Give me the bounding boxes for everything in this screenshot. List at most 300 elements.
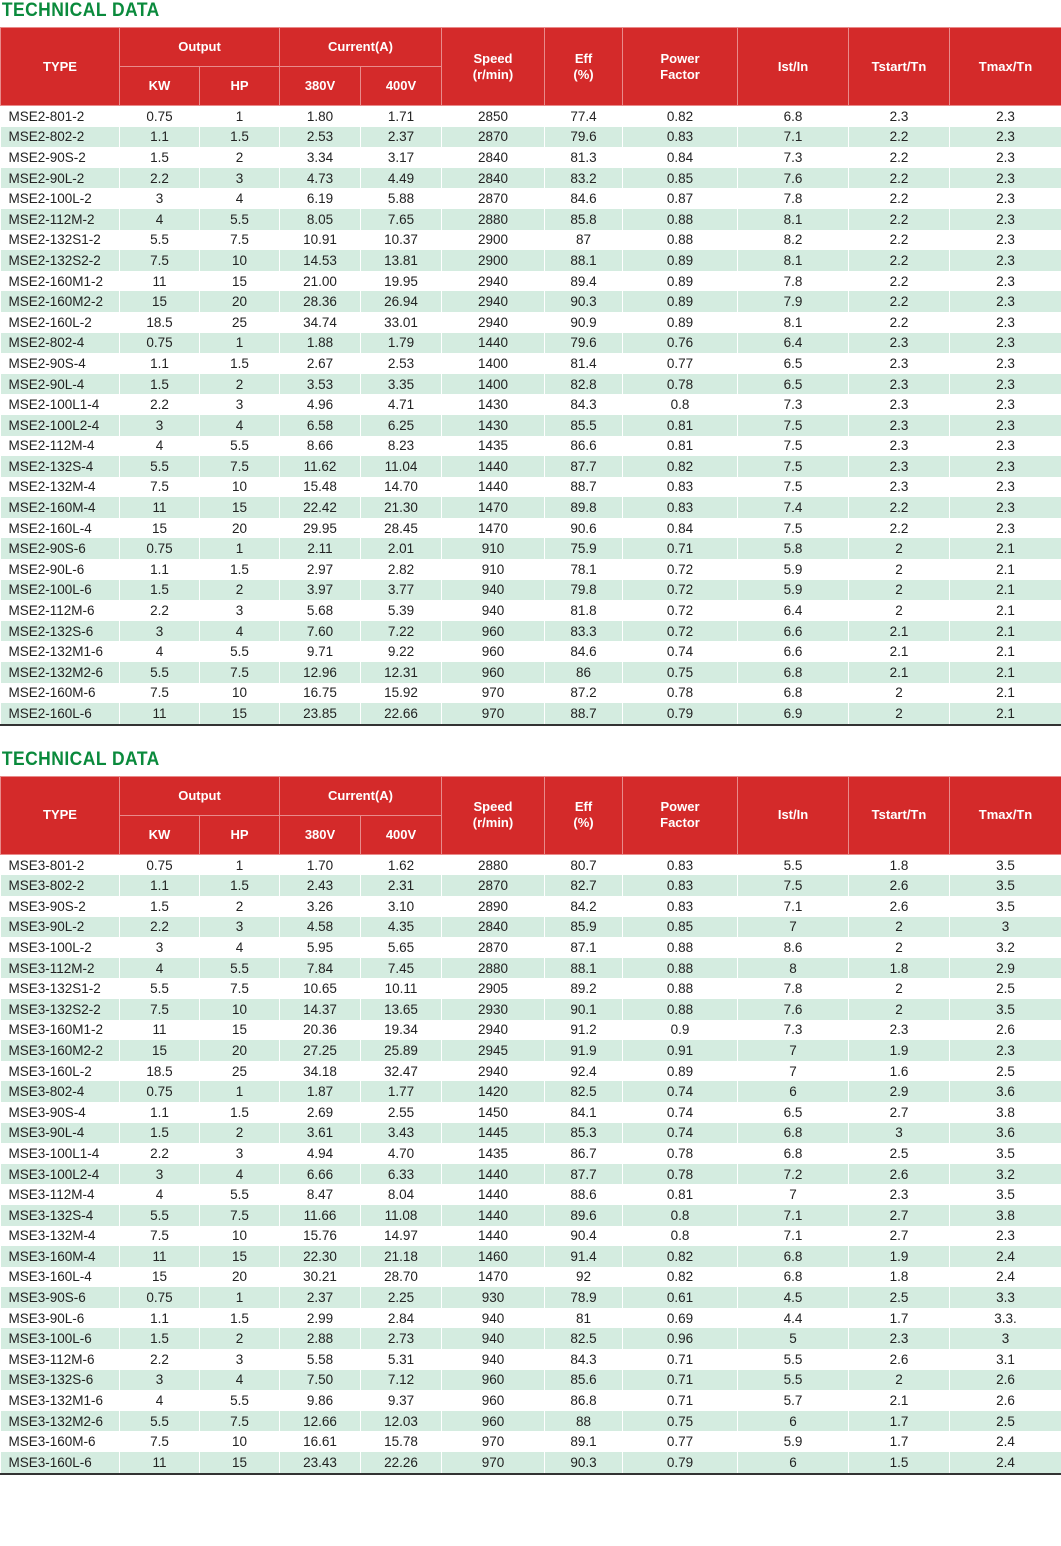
cell-current-380v: 34.74	[280, 312, 361, 333]
cell-ist-in: 7.5	[738, 477, 849, 498]
cell-tmax-tn: 3	[950, 917, 1061, 938]
cell-hp: 1.5	[200, 1102, 280, 1123]
cell-kw: 5.5	[120, 978, 200, 999]
cell-tmax-tn: 2.3	[950, 106, 1061, 127]
cell-speed: 2870	[442, 937, 545, 958]
cell-power-factor: 0.89	[623, 271, 738, 292]
cell-tstart-tn: 2.2	[849, 168, 950, 189]
cell-current-380v: 1.87	[280, 1081, 361, 1102]
cell-current-380v: 10.91	[280, 230, 361, 251]
header-output: Output	[120, 28, 280, 67]
cell-speed: 1470	[442, 518, 545, 539]
cell-eff: 87.2	[545, 683, 623, 704]
cell-power-factor: 0.89	[623, 312, 738, 333]
cell-tmax-tn: 2.5	[950, 978, 1061, 999]
cell-hp: 15	[200, 703, 280, 724]
cell-kw: 0.75	[120, 1081, 200, 1102]
cell-type: MSE2-160L-2	[1, 312, 120, 333]
cell-speed: 2945	[442, 1040, 545, 1061]
cell-tstart-tn: 2	[849, 999, 950, 1020]
header-eff-line1: Eff	[574, 799, 593, 815]
cell-tstart-tn: 2.2	[849, 209, 950, 230]
cell-ist-in: 7.4	[738, 497, 849, 518]
header-eff	[545, 776, 623, 854]
cell-type: MSE3-112M-2	[1, 958, 120, 979]
header-speed-line2: (r/min)	[472, 815, 514, 831]
cell-speed: 1400	[442, 374, 545, 395]
cell-tmax-tn: 2.3	[950, 374, 1061, 395]
table-row	[1, 621, 1061, 642]
cell-eff: 92	[545, 1267, 623, 1288]
cell-power-factor: 0.8	[623, 1226, 738, 1247]
table-row	[1, 1349, 1061, 1370]
cell-tstart-tn: 2.2	[849, 291, 950, 312]
cell-hp: 3	[200, 1143, 280, 1164]
cell-speed: 1460	[442, 1246, 545, 1267]
cell-ist-in: 5.9	[738, 1431, 849, 1452]
table-row	[1, 1143, 1061, 1164]
cell-ist-in: 5.5	[738, 1370, 849, 1391]
cell-tmax-tn: 2.3	[950, 1226, 1061, 1247]
cell-tstart-tn: 2.2	[849, 147, 950, 168]
cell-eff: 84.6	[545, 641, 623, 662]
section-title: TECHNICAL DATA	[1, 748, 160, 770]
cell-tmax-tn: 3.5	[950, 896, 1061, 917]
header-type: TYPE	[1, 776, 120, 854]
cell-eff: 81.4	[545, 353, 623, 374]
cell-tstart-tn: 2.2	[849, 127, 950, 148]
cell-hp: 15	[200, 1452, 280, 1473]
cell-hp: 7.5	[200, 978, 280, 999]
cell-current-400v: 1.77	[361, 1081, 442, 1102]
cell-current-380v: 2.97	[280, 559, 361, 580]
cell-speed: 940	[442, 600, 545, 621]
cell-speed: 2840	[442, 917, 545, 938]
cell-current-380v: 22.30	[280, 1246, 361, 1267]
cell-ist-in: 4.4	[738, 1308, 849, 1329]
cell-current-400v: 8.23	[361, 436, 442, 457]
cell-current-380v: 4.94	[280, 1143, 361, 1164]
cell-power-factor: 0.77	[623, 353, 738, 374]
header-hp: HP	[200, 815, 280, 854]
cell-eff: 90.4	[545, 1226, 623, 1247]
cell-ist-in: 8.1	[738, 250, 849, 271]
cell-type: MSE3-160M2-2	[1, 1040, 120, 1061]
cell-current-400v: 21.18	[361, 1246, 442, 1267]
cell-eff: 82.5	[545, 1328, 623, 1349]
cell-tmax-tn: 2.5	[950, 1411, 1061, 1432]
cell-speed: 940	[442, 580, 545, 601]
cell-current-380v: 2.11	[280, 538, 361, 559]
header-tmax-tn: Tmax/Tn	[950, 28, 1061, 106]
cell-eff: 84.1	[545, 1102, 623, 1123]
cell-speed: 1440	[442, 333, 545, 354]
table-bottom-rule	[0, 1473, 1061, 1475]
table-row	[1, 1020, 1061, 1041]
cell-tmax-tn: 2.4	[950, 1431, 1061, 1452]
cell-ist-in: 6.8	[738, 1246, 849, 1267]
cell-current-380v: 11.62	[280, 456, 361, 477]
cell-tmax-tn: 3.8	[950, 1205, 1061, 1226]
cell-tstart-tn: 2	[849, 559, 950, 580]
cell-eff: 78.9	[545, 1287, 623, 1308]
cell-tstart-tn: 2	[849, 703, 950, 724]
cell-type: MSE2-132M-4	[1, 477, 120, 498]
cell-hp: 3	[200, 600, 280, 621]
cell-speed: 1400	[442, 353, 545, 374]
cell-kw: 1.5	[120, 580, 200, 601]
header-380v: 380V	[280, 815, 361, 854]
cell-current-380v: 23.43	[280, 1452, 361, 1473]
cell-speed: 2880	[442, 958, 545, 979]
cell-ist-in: 6	[738, 1081, 849, 1102]
cell-eff: 90.3	[545, 291, 623, 312]
cell-type: MSE3-132S1-2	[1, 978, 120, 999]
cell-hp: 4	[200, 621, 280, 642]
cell-current-400v: 2.55	[361, 1102, 442, 1123]
header-pf-line2: Factor	[660, 66, 700, 82]
cell-current-380v: 30.21	[280, 1267, 361, 1288]
cell-kw: 11	[120, 1246, 200, 1267]
cell-ist-in: 7.5	[738, 436, 849, 457]
cell-eff: 88.7	[545, 477, 623, 498]
cell-current-380v: 34.18	[280, 1061, 361, 1082]
cell-ist-in: 6.6	[738, 621, 849, 642]
cell-power-factor: 0.83	[623, 127, 738, 148]
cell-power-factor: 0.82	[623, 106, 738, 127]
cell-hp: 2	[200, 1123, 280, 1144]
cell-speed: 910	[442, 538, 545, 559]
header-pf-line2: Factor	[660, 815, 700, 831]
cell-eff: 87.7	[545, 1164, 623, 1185]
cell-power-factor: 0.88	[623, 999, 738, 1020]
cell-speed: 1440	[442, 1164, 545, 1185]
cell-speed: 2940	[442, 1020, 545, 1041]
cell-current-400v: 28.70	[361, 1267, 442, 1288]
cell-tstart-tn: 1.7	[849, 1411, 950, 1432]
cell-eff: 90.3	[545, 1452, 623, 1473]
cell-current-400v: 4.35	[361, 917, 442, 938]
cell-hp: 5.5	[200, 436, 280, 457]
cell-current-400v: 2.84	[361, 1308, 442, 1329]
cell-tstart-tn: 2.3	[849, 106, 950, 127]
table-row	[1, 188, 1061, 209]
cell-power-factor: 0.89	[623, 291, 738, 312]
cell-power-factor: 0.79	[623, 703, 738, 724]
cell-hp: 7.5	[200, 230, 280, 251]
cell-ist-in: 5.7	[738, 1390, 849, 1411]
cell-type: MSE2-132S-6	[1, 621, 120, 642]
cell-power-factor: 0.72	[623, 559, 738, 580]
cell-eff: 91.2	[545, 1020, 623, 1041]
cell-speed: 2940	[442, 1061, 545, 1082]
cell-current-400v: 6.25	[361, 415, 442, 436]
cell-ist-in: 5.9	[738, 580, 849, 601]
cell-current-380v: 8.47	[280, 1184, 361, 1205]
cell-power-factor: 0.85	[623, 168, 738, 189]
cell-kw: 18.5	[120, 1061, 200, 1082]
cell-current-400v: 3.35	[361, 374, 442, 395]
cell-tmax-tn: 2.3	[950, 312, 1061, 333]
cell-current-400v: 7.65	[361, 209, 442, 230]
cell-current-400v: 8.04	[361, 1184, 442, 1205]
cell-speed: 970	[442, 703, 545, 724]
cell-current-400v: 15.78	[361, 1431, 442, 1452]
cell-eff: 81.8	[545, 600, 623, 621]
cell-hp: 20	[200, 518, 280, 539]
cell-eff: 87	[545, 230, 623, 251]
cell-ist-in: 6.5	[738, 374, 849, 395]
header-400v: 400V	[361, 67, 442, 106]
cell-current-400v: 2.53	[361, 353, 442, 374]
cell-power-factor: 0.87	[623, 188, 738, 209]
cell-current-400v: 9.22	[361, 641, 442, 662]
cell-type: MSE3-100L-6	[1, 1328, 120, 1349]
cell-current-380v: 16.61	[280, 1431, 361, 1452]
table-row	[1, 683, 1061, 704]
cell-tmax-tn: 2.3	[950, 291, 1061, 312]
cell-power-factor: 0.82	[623, 1246, 738, 1267]
cell-hp: 3	[200, 394, 280, 415]
cell-eff: 89.6	[545, 1205, 623, 1226]
header-power-factor	[623, 776, 738, 854]
cell-current-380v: 12.96	[280, 662, 361, 683]
cell-tmax-tn: 2.4	[950, 1267, 1061, 1288]
cell-current-380v: 29.95	[280, 518, 361, 539]
cell-ist-in: 7	[738, 1184, 849, 1205]
cell-hp: 1.5	[200, 559, 280, 580]
cell-kw: 1.5	[120, 147, 200, 168]
cell-type: MSE2-100L-6	[1, 580, 120, 601]
cell-current-400v: 10.37	[361, 230, 442, 251]
table-header	[1, 28, 1061, 106]
cell-type: MSE2-802-2	[1, 127, 120, 148]
cell-ist-in: 7.1	[738, 1205, 849, 1226]
cell-power-factor: 0.78	[623, 374, 738, 395]
cell-speed: 940	[442, 1349, 545, 1370]
cell-current-380v: 7.50	[280, 1370, 361, 1391]
cell-eff: 75.9	[545, 538, 623, 559]
cell-ist-in: 6	[738, 1452, 849, 1473]
cell-current-380v: 6.58	[280, 415, 361, 436]
cell-speed: 2905	[442, 978, 545, 999]
cell-tmax-tn: 2.1	[950, 538, 1061, 559]
cell-tmax-tn: 2.1	[950, 683, 1061, 704]
table-row	[1, 1267, 1061, 1288]
table-row	[1, 353, 1061, 374]
cell-current-400v: 2.25	[361, 1287, 442, 1308]
table-row	[1, 168, 1061, 189]
cell-power-factor: 0.88	[623, 978, 738, 999]
cell-type: MSE2-160L-4	[1, 518, 120, 539]
cell-type: MSE3-90S-4	[1, 1102, 120, 1123]
cell-current-400v: 19.95	[361, 271, 442, 292]
cell-current-380v: 21.00	[280, 271, 361, 292]
cell-ist-in: 7.5	[738, 415, 849, 436]
header-current: Current(A)	[280, 28, 442, 67]
cell-tstart-tn: 2	[849, 937, 950, 958]
cell-tstart-tn: 2.2	[849, 271, 950, 292]
table-row	[1, 538, 1061, 559]
cell-hp: 10	[200, 1431, 280, 1452]
cell-eff: 78.1	[545, 559, 623, 580]
cell-current-400v: 22.26	[361, 1452, 442, 1473]
header-kw: KW	[120, 67, 200, 106]
table-row	[1, 580, 1061, 601]
cell-hp: 5.5	[200, 1390, 280, 1411]
cell-hp: 5.5	[200, 641, 280, 662]
table-row	[1, 600, 1061, 621]
cell-eff: 79.8	[545, 580, 623, 601]
cell-current-380v: 2.67	[280, 353, 361, 374]
cell-tstart-tn: 2.1	[849, 1390, 950, 1411]
cell-eff: 80.7	[545, 854, 623, 875]
cell-type: MSE3-132S-4	[1, 1205, 120, 1226]
cell-tmax-tn: 2.1	[950, 600, 1061, 621]
cell-kw: 15	[120, 1267, 200, 1288]
table-body	[1, 106, 1061, 724]
cell-tmax-tn: 2.3	[950, 1040, 1061, 1061]
cell-hp: 3	[200, 1349, 280, 1370]
cell-ist-in: 5.5	[738, 1349, 849, 1370]
header-output: Output	[120, 776, 280, 815]
cell-kw: 3	[120, 1164, 200, 1185]
cell-type: MSE3-802-2	[1, 875, 120, 896]
cell-eff: 89.8	[545, 497, 623, 518]
table-row	[1, 1431, 1061, 1452]
cell-type: MSE3-160L-2	[1, 1061, 120, 1082]
cell-current-400v: 3.43	[361, 1123, 442, 1144]
cell-current-380v: 4.96	[280, 394, 361, 415]
cell-tmax-tn: 2.9	[950, 958, 1061, 979]
cell-power-factor: 0.69	[623, 1308, 738, 1329]
cell-power-factor: 0.78	[623, 683, 738, 704]
cell-speed: 940	[442, 1328, 545, 1349]
section-title: TECHNICAL DATA	[1, 0, 160, 21]
cell-hp: 20	[200, 1040, 280, 1061]
cell-power-factor: 0.9	[623, 1020, 738, 1041]
cell-eff: 84.3	[545, 1349, 623, 1370]
table-row	[1, 1226, 1061, 1247]
header-tmax-tn: Tmax/Tn	[950, 776, 1061, 854]
cell-tstart-tn: 2.2	[849, 188, 950, 209]
cell-power-factor: 0.83	[623, 896, 738, 917]
cell-type: MSE2-132M2-6	[1, 662, 120, 683]
table-header	[1, 776, 1061, 854]
cell-tstart-tn: 2.3	[849, 333, 950, 354]
table-row	[1, 999, 1061, 1020]
cell-power-factor: 0.78	[623, 1164, 738, 1185]
cell-power-factor: 0.74	[623, 1081, 738, 1102]
cell-tmax-tn: 3.5	[950, 1143, 1061, 1164]
cell-current-380v: 2.99	[280, 1308, 361, 1329]
cell-type: MSE3-132S2-2	[1, 999, 120, 1020]
cell-tmax-tn: 2.3	[950, 456, 1061, 477]
cell-eff: 88.1	[545, 250, 623, 271]
table-row	[1, 1370, 1061, 1391]
cell-power-factor: 0.96	[623, 1328, 738, 1349]
cell-ist-in: 7.8	[738, 271, 849, 292]
cell-kw: 2.2	[120, 394, 200, 415]
cell-eff: 82.7	[545, 875, 623, 896]
cell-ist-in: 7.9	[738, 291, 849, 312]
cell-tmax-tn: 2.3	[950, 394, 1061, 415]
cell-current-400v: 2.31	[361, 875, 442, 896]
cell-tstart-tn: 2	[849, 538, 950, 559]
cell-current-400v: 2.82	[361, 559, 442, 580]
cell-current-380v: 3.97	[280, 580, 361, 601]
table-row	[1, 333, 1061, 354]
cell-type: MSE2-90L-4	[1, 374, 120, 395]
cell-kw: 1.5	[120, 1123, 200, 1144]
header-speed	[442, 776, 545, 854]
cell-current-380v: 8.05	[280, 209, 361, 230]
cell-tmax-tn: 2.3	[950, 353, 1061, 374]
cell-tmax-tn: 3.2	[950, 1164, 1061, 1185]
cell-kw: 4	[120, 209, 200, 230]
tech-data-section	[0, 0, 1061, 726]
cell-kw: 5.5	[120, 230, 200, 251]
cell-tmax-tn: 2.6	[950, 1390, 1061, 1411]
table-row	[1, 1040, 1061, 1061]
cell-tstart-tn: 2.9	[849, 1081, 950, 1102]
cell-eff: 92.4	[545, 1061, 623, 1082]
table-row	[1, 250, 1061, 271]
cell-tstart-tn: 2.2	[849, 518, 950, 539]
cell-speed: 2890	[442, 896, 545, 917]
cell-kw: 7.5	[120, 1431, 200, 1452]
cell-hp: 7.5	[200, 662, 280, 683]
cell-current-400v: 6.33	[361, 1164, 442, 1185]
cell-speed: 2880	[442, 854, 545, 875]
cell-ist-in: 6.8	[738, 1123, 849, 1144]
cell-hp: 5.5	[200, 209, 280, 230]
cell-eff: 82.5	[545, 1081, 623, 1102]
cell-power-factor: 0.83	[623, 477, 738, 498]
cell-ist-in: 6	[738, 1411, 849, 1432]
cell-current-400v: 2.01	[361, 538, 442, 559]
cell-current-400v: 21.30	[361, 497, 442, 518]
cell-type: MSE3-112M-6	[1, 1349, 120, 1370]
cell-current-400v: 14.97	[361, 1226, 442, 1247]
cell-tmax-tn: 2.1	[950, 621, 1061, 642]
cell-speed: 2940	[442, 291, 545, 312]
cell-hp: 2	[200, 374, 280, 395]
cell-hp: 1	[200, 333, 280, 354]
cell-tmax-tn: 2.3	[950, 497, 1061, 518]
cell-tmax-tn: 2.3	[950, 209, 1061, 230]
header-pf-line1: Power	[660, 50, 700, 66]
table-row	[1, 456, 1061, 477]
cell-speed: 2840	[442, 147, 545, 168]
cell-speed: 1430	[442, 394, 545, 415]
cell-hp: 20	[200, 291, 280, 312]
table-row	[1, 106, 1061, 127]
cell-ist-in: 6.8	[738, 662, 849, 683]
cell-current-400v: 3.10	[361, 896, 442, 917]
cell-tstart-tn: 2.7	[849, 1205, 950, 1226]
cell-type: MSE3-802-4	[1, 1081, 120, 1102]
cell-speed: 2870	[442, 188, 545, 209]
cell-current-400v: 9.37	[361, 1390, 442, 1411]
cell-speed: 1435	[442, 1143, 545, 1164]
cell-tmax-tn: 2.3	[950, 127, 1061, 148]
cell-current-400v: 11.08	[361, 1205, 442, 1226]
cell-hp: 7.5	[200, 1205, 280, 1226]
cell-tstart-tn: 2.3	[849, 436, 950, 457]
cell-ist-in: 7.1	[738, 127, 849, 148]
cell-hp: 1.5	[200, 353, 280, 374]
